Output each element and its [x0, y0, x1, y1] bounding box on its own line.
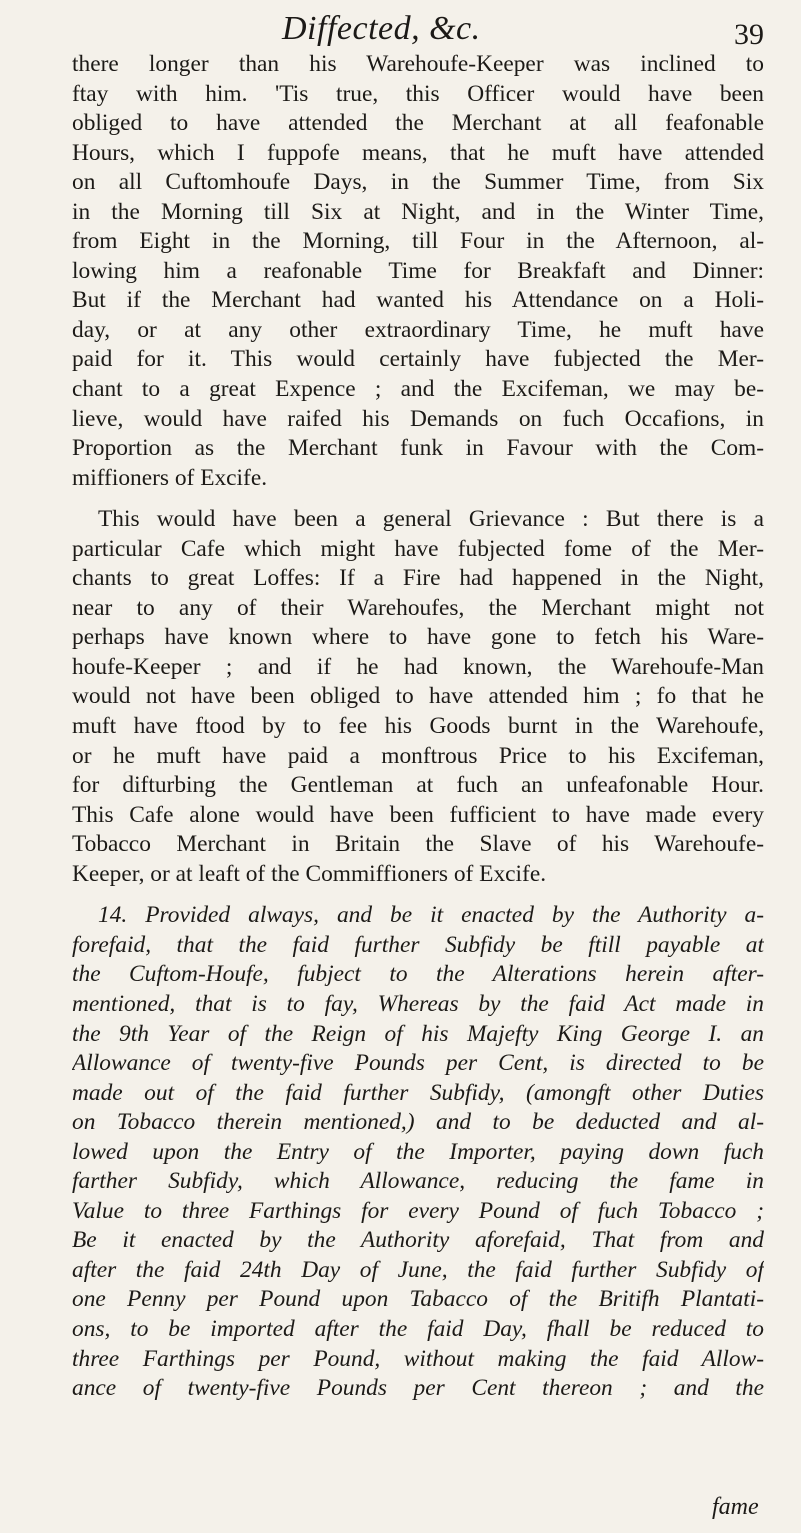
text-line: Value to three Farthings for every Pound of fuch Tobacco ; — [72, 1197, 764, 1224]
text-line: This would have been a general Grievance : But there is a — [98, 506, 764, 533]
text-line: forefaid, that the faid further Subfidy be ftill payable at — [72, 931, 764, 958]
text-line: would not have been obliged to have attended him ; fo that he — [72, 683, 764, 710]
catchword: fame — [712, 1494, 759, 1520]
text-line: made out of the faid further Subfidy, (amongft other Duties — [72, 1079, 764, 1106]
text-line: perhaps have known where to have gone to fetch his Ware- — [72, 624, 764, 651]
text-line: Allowance of twenty-five Pounds per Cent, is directed to be — [72, 1050, 764, 1077]
text-line: miffioners of Excife. — [72, 464, 268, 491]
running-head: Diffected, &c. — [282, 10, 481, 47]
text-line: chant to a great Expence ; and the Excifeman, we may be- — [72, 376, 764, 403]
text-line: 14. Provided always, and be it enacted by the Authority a- — [98, 902, 764, 929]
text-line: particular Cafe which might have fubjected fome of the Mer- — [72, 535, 764, 562]
text-line: after the faid 24th Day of June, the faid further Subfidy of — [72, 1256, 764, 1283]
text-line: near to any of their Warehoufes, the Merchant might not — [72, 594, 764, 621]
text-line: Be it enacted by the Authority aforefaid, That from and — [72, 1227, 764, 1254]
text-line: Keeper, or at leaft of the Commiffioners of Excife. — [72, 860, 547, 887]
text-line: muft have ftood by to fee his Goods burnt in the Warehoufe, — [72, 713, 764, 740]
text-line: mentioned, that is to fay, Whereas by the faid Act made in — [72, 990, 764, 1017]
text-line: Proportion as the Merchant funk in Favour with the Com- — [72, 435, 764, 462]
text-line: ance of twenty-five Pounds per Cent thereon ; and the — [72, 1375, 764, 1402]
text-line: ons, to be imported after the faid Day, fhall be reduced to — [72, 1315, 764, 1342]
text-line: obliged to have attended the Merchant at all feafonable — [72, 110, 764, 137]
paragraph-gap — [72, 889, 764, 901]
text-line: Hours, which I fuppofe means, that he muft have attended — [72, 139, 764, 166]
text-line: paid for it. This would certainly have fubjected the Mer- — [72, 346, 764, 373]
text-line: on Tobacco therein mentioned,) and to be deducted and al- — [72, 1109, 764, 1136]
text-line: from Eight in the Morning, till Four in the Afternoon, al- — [72, 228, 764, 255]
page-number: 39 — [734, 18, 764, 51]
page-header — [0, 6, 801, 54]
text-line: lieve, would have raifed his Demands on fuch Occafions, in — [72, 405, 764, 432]
text-line: houfe-Keeper ; and if he had known, the Warehoufe-Man — [72, 653, 764, 680]
text-line: for difturbing the Gentleman at fuch an unfeafonable Hour. — [72, 772, 764, 799]
text-line: But if the Merchant had wanted his Attendance on a Holi- — [72, 287, 764, 314]
text-line: chants to great Loffes: If a Fire had happened in the Night, — [72, 565, 764, 592]
text-line: farther Subfidy, which Allowance, reducing the fame in — [72, 1168, 764, 1195]
text-line: there longer than his Warehoufe-Keeper was inclined to — [72, 51, 764, 77]
paragraph-gap — [72, 493, 764, 505]
text-line: lowed upon the Entry of the Importer, paying down fuch — [72, 1138, 764, 1165]
text-line: in the Morning till Six at Night, and in the Winter Time, — [72, 198, 764, 225]
text-line: Tobacco Merchant in Britain the Slave of his Warehoufe- — [72, 831, 764, 858]
text-line: on all Cuftomhoufe Days, in the Summer Time, from Six — [72, 169, 764, 196]
text-line: ftay with him. 'Tis true, this Officer would have been — [72, 80, 764, 107]
text-line: This Cafe alone would have been fufficient to have made every — [72, 801, 764, 828]
text-line: the Cuftom-Houfe, fubject to the Alterations herein after- — [72, 961, 764, 988]
text-line: or he muft have paid a monftrous Price to his Excifeman, — [72, 742, 764, 769]
text-line: three Farthings per Pound, without making the faid Allow- — [72, 1345, 764, 1372]
text-line: lowing him a reafonable Time for Breakfaft and Dinner: — [72, 257, 764, 284]
paragraph-p2 — [72, 505, 764, 889]
body-text — [72, 50, 764, 1404]
paragraph-p1 — [72, 50, 764, 493]
text-line: day, or at any other extraordinary Time, he muft have — [72, 316, 764, 343]
text-line: one Penny per Pound upon Tabacco of the Britifh Plantati- — [72, 1286, 764, 1313]
text-line: the 9th Year of the Reign of his Majefty King George I. an — [72, 1020, 764, 1047]
paragraph-p3 — [72, 901, 764, 1403]
